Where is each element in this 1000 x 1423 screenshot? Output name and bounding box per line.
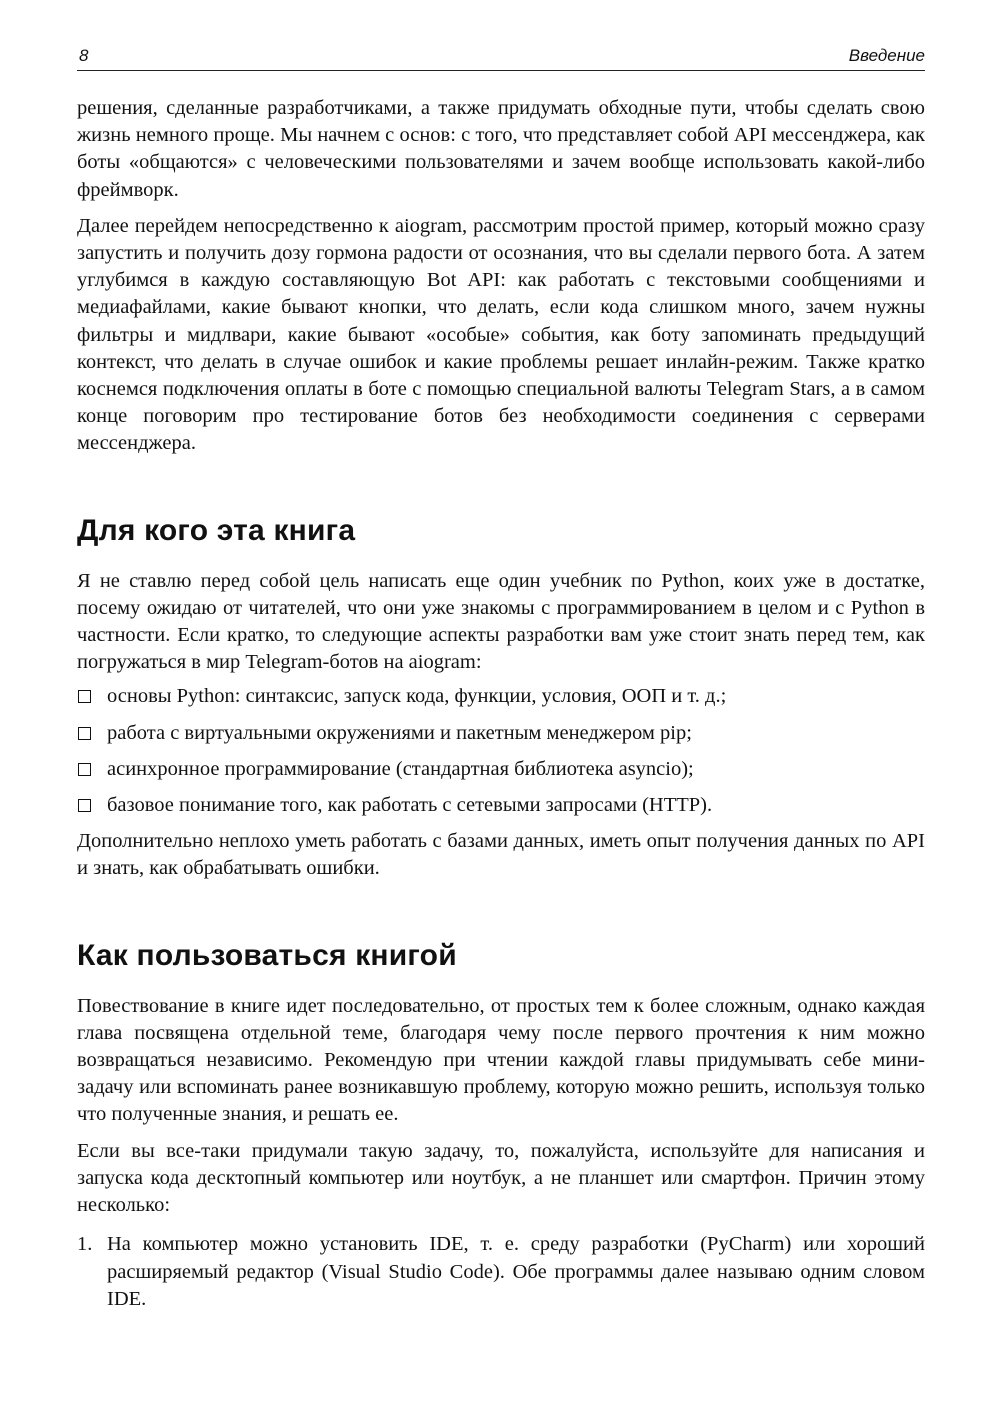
list-item [77, 1231, 925, 1313]
page-body [77, 95, 925, 1313]
list-item-text: основы Python: синтаксис, запуск кода, функции, условия, ООП и т. д.; [107, 685, 727, 708]
list-item [77, 720, 925, 747]
audience-paragraph-1: Я не ставлю перед собой цель написать еще один учебник по Python, коих уже в достатке, посему ожидаю от читателей, что они уже знакомы с программированием в целом и с Python в частности. Если кратко, то следующие аспекты разработки вам уже стоит знать перед тем, как погружаться в мир Telegram-ботов на aiogram: [77, 569, 925, 674]
intro-paragraph-2: Далее перейдем непосредственно к aiogram, рассмотрим простой пример, который можно сразу запустить и получить дозу гормона радости от осознания, что вы сделали первого бота. А затем углубимся в каждую составляющую Bot API: как работать с текстовыми сообщениями и медиафайлами, какие бывают кнопки, что делать, если кода слишком много, зачем нужны фильтры и мидлвари, какие бывают «особые» события, как боту запоминать предыдущий контекст, что делать в случае ошибок и какие проблемы решает инлайн-режим. Также кратко коснемся подключения оплаты в боте с помощью специальной валюты Telegram Stars, а в самом конце поговорим про тестирование ботов без необходимости соединения с серверами мессенджера. [77, 214, 925, 455]
list-item-text: базовое понимание того, как работать с сетевыми запросами (HTTP). [107, 794, 713, 817]
list-item [77, 683, 925, 710]
reasons-list [77, 1231, 925, 1313]
list-item [77, 756, 925, 783]
usage-paragraph-1: Повествование в книге идет последовательно, от простых тем к более сложным, однако каждая глава посвящена отдельной теме, благодаря чему после первого прочтения к ним можно возвращаться независимо. Рекомендую при чтении каждой главы придумывать себе мини-задачу или вспоминать ранее возникавшую проблему, которую можно решить, используя только что полученные знания, и решать ее. [77, 994, 925, 1126]
section-heading-usage: Как пользоваться книгой [77, 938, 457, 972]
list-item [77, 792, 925, 819]
checkbox-bullet-icon [78, 690, 91, 703]
usage-paragraph-2: Если вы все-таки придумали такую задачу, то, пожалуйста, используйте для написания и запуска кода десктопный компьютер или ноутбук, а не планшет или смартфон. Причин этому несколько: [77, 1139, 925, 1217]
prerequisites-list [77, 683, 925, 819]
book-page [77, 40, 925, 1313]
page-number: 8 [79, 46, 89, 65]
checkbox-bullet-icon [78, 763, 91, 776]
section-heading-audience: Для кого эта книга [77, 513, 356, 547]
list-item-text: работа с виртуальными окружениями и пакетным менеджером pip; [107, 721, 692, 744]
audience-paragraph-2: Дополнительно неплохо уметь работать с базами данных, иметь опыт получения данных по API и знать, как обрабатывать ошибки. [77, 830, 925, 880]
list-item-text: асинхронное программирование (стандартная библиотека asyncio); [107, 757, 694, 780]
list-item-text: На компьютер можно установить IDE, т. е. среду разработки (PyCharm) или хороший расширяемый редактор (Visual Studio Code). Обе программы далее называю одним словом IDE. [107, 1233, 925, 1310]
checkbox-bullet-icon [78, 727, 91, 740]
running-header [77, 40, 925, 71]
list-item-number: 1. [77, 1233, 93, 1256]
chapter-title: Введение [848, 46, 925, 65]
intro-paragraph-1: решения, сделанные разработчиками, а также придумать обходные пути, чтобы сделать свою жизнь немного проще. Мы начнем с основ: с того, что представляет собой API мессенджера, как боты «общаются» с человеческими пользователями и зачем вообще использовать какой-либо фреймворк. [77, 97, 925, 201]
checkbox-bullet-icon [78, 799, 91, 812]
